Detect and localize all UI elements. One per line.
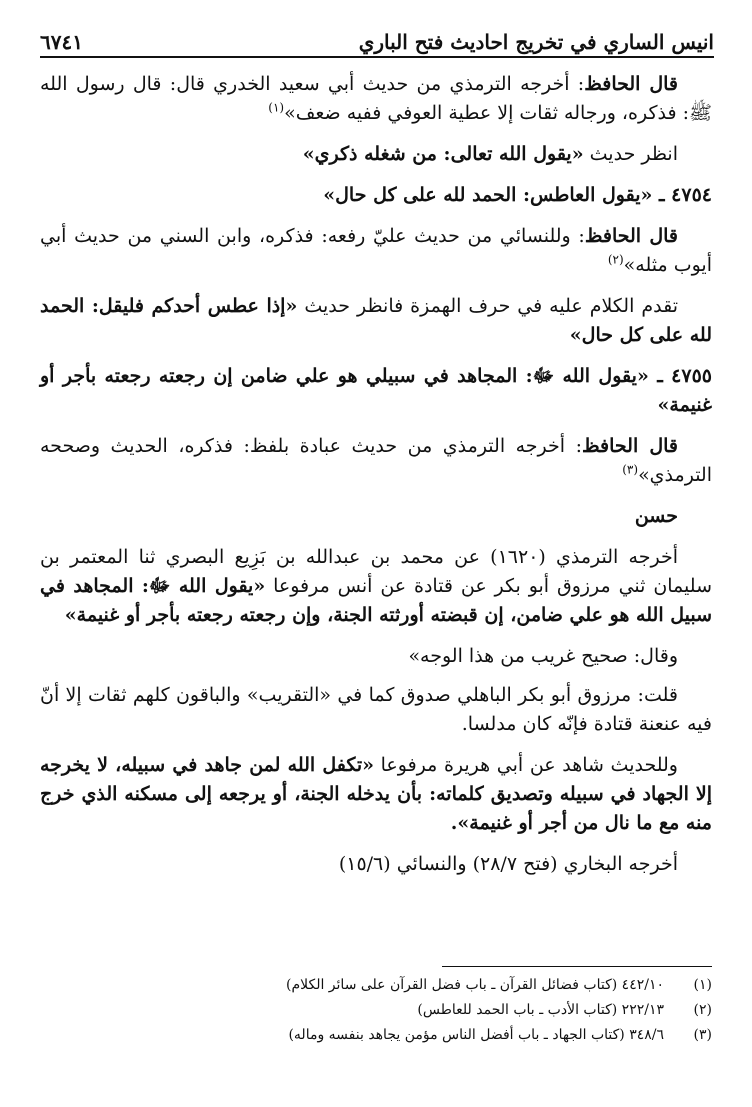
footnote-item bbox=[40, 973, 712, 998]
hadith-number: ٤٧٥٥ ـ bbox=[648, 365, 712, 387]
hadith-number: ٤٧٥٤ ـ bbox=[652, 184, 712, 206]
footnote-number: (٢) bbox=[693, 1002, 712, 1018]
paragraph-hafiz-1 bbox=[40, 70, 712, 128]
footnote-ref: (٣) bbox=[622, 462, 639, 477]
paragraph-text: : أخرجه الترمذي من حديث أبي سعيد الخدري قال: قال رسول الله ﷺ: فذكره، ورجاله ثقات إلا عطية العوفي ففيه ضعف» bbox=[40, 73, 712, 124]
paragraph-takhrij bbox=[40, 543, 712, 630]
hafiz-label: قال الحافظ bbox=[584, 73, 679, 95]
main-text bbox=[40, 70, 712, 891]
page-number: ٦٧٤١ bbox=[40, 30, 83, 54]
grade-heading bbox=[40, 502, 712, 531]
paragraph-text: : أخرجه الترمذي من حديث عبادة بلفظ: فذكره، الحديث وصححه الترمذي» bbox=[40, 435, 712, 486]
paragraph-hafiz-2 bbox=[40, 222, 712, 280]
running-header bbox=[40, 24, 714, 58]
footnote-ref: (١) bbox=[268, 100, 285, 115]
paragraph-bukhari: أخرجه البخاري (فتح ٢٨/٧) والنسائي (١٥/٦) bbox=[338, 853, 678, 875]
hafiz-label: قال الحافظ bbox=[584, 225, 679, 247]
paragraph-text: أخرجه الترمذي (١٦٢٠) عن محمد بن عبدالله بن بَزِيع البصري ثنا المعتمر بن سليمان ثني مرزوق أبو بكر عن قتادة عن أنس مرفوعا bbox=[40, 546, 712, 597]
footnote-text: ٢٢٢/١٣ (كتاب الأدب ـ باب الحمد للعاطس) bbox=[417, 1002, 664, 1018]
hadith-quote: «تكفل الله لمن جاهد في سبيله، لا يخرجه إلا الجهاد في سبيله وتصديق كلماته: بأن يدخله الجنة، أو يرجعه إلى مسكنه الذي خرج منه مع ما نال من أجر أو غنيمة». bbox=[40, 754, 712, 834]
paragraph-see-hadith-1 bbox=[40, 140, 712, 169]
hafiz-label: قال الحافظ bbox=[582, 435, 679, 457]
grade-label: حسن bbox=[634, 505, 678, 527]
paragraph-text: تقدم الكلام عليه في حرف الهمزة فانظر حديث bbox=[297, 295, 678, 317]
hadith-text: «يقول الله ﷻ: المجاهد في سبيلي هو علي ضامن إن رجعته رجعته بأجر أو غنيمة» bbox=[40, 365, 712, 416]
hadith-quote: «يقول الله تعالى: من شغله ذكري» bbox=[302, 143, 584, 165]
hadith-entry-4754 bbox=[40, 181, 712, 210]
footnote-ref: (٢) bbox=[607, 252, 624, 267]
footnote-number: (٣) bbox=[693, 1027, 712, 1043]
hadith-quote: «إذا عطس أحدكم فليقل: الحمد لله على كل حال» bbox=[40, 295, 712, 346]
footnote-number: (١) bbox=[693, 977, 712, 993]
paragraph-hafiz-3 bbox=[40, 432, 712, 490]
paragraph-witness bbox=[40, 751, 712, 838]
footnote-divider bbox=[442, 966, 712, 967]
footnote-text: ٤٤٢/١٠ (كتاب فضائل القرآن ـ باب فضل القرآن على سائر الكلام) bbox=[285, 977, 664, 993]
paragraph-see-hadith-2 bbox=[40, 292, 712, 350]
paragraph-text: وللحديث شاهد عن أبي هريرة مرفوعا bbox=[374, 754, 678, 776]
footnote-item bbox=[40, 998, 712, 1023]
hadith-text: «يقول العاطس: الحمد لله على كل حال» bbox=[323, 184, 653, 206]
paragraph-text: انظر حديث bbox=[583, 143, 678, 165]
hadith-quote: «يقول الله ﷻ: المجاهد في سبيل الله هو علي ضامن، إن قبضته أورثته الجنة، وإن رجعته رجعته بأجر أو غنيمة» bbox=[40, 575, 712, 626]
footnote-item bbox=[40, 1023, 712, 1048]
paragraph-text: : وللنسائي من حديث عليّ رفعه: فذكره، وابن السني من حديث أبي أيوب مثله» bbox=[40, 225, 712, 276]
footnote-text: ٣٤٨/٦ (كتاب الجهاد ـ باب أفضل الناس مؤمن يجاهد بنفسه وماله) bbox=[288, 1027, 664, 1043]
hadith-entry-4755 bbox=[40, 362, 712, 420]
paragraph-tirmidhi-comment: وقال: صحيح غريب من هذا الوجه» bbox=[408, 645, 678, 667]
footnotes bbox=[40, 966, 712, 1048]
paragraph-note: قلت: مرزوق أبو بكر الباهلي صدوق كما في «التقريب» والباقون كلهم ثقات إلا أنّ فيه عنعنة قتادة فإنّه كان مدلسا. bbox=[40, 684, 712, 735]
book-title: انيس الساري في تخريج احاديث فتح الباري bbox=[358, 30, 714, 54]
